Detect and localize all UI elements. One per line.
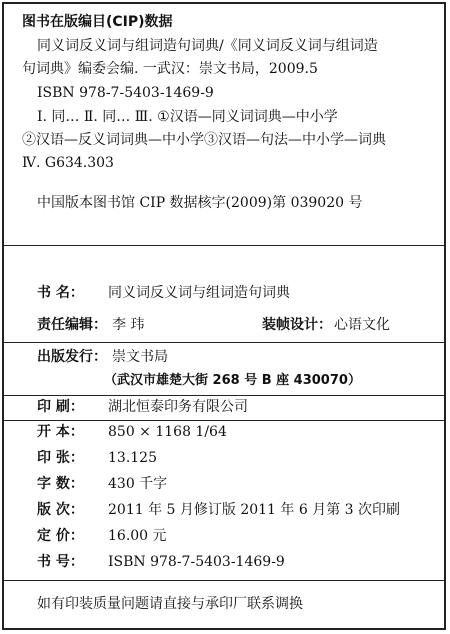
isbn-value: ISBN 978-7-5403-1469-9 (108, 554, 285, 570)
divider-top (2, 245, 446, 246)
publisher-value: 崇文书局 (112, 349, 168, 365)
divider-3 (2, 420, 446, 421)
printer-label: 印 刷： (37, 399, 84, 415)
printer-value: 湖北恒泰印务有限公司 (108, 399, 248, 415)
sheets-value: 13.125 (108, 450, 157, 466)
editor-label: 责任编辑： (37, 317, 107, 333)
quality-notice: 如有印装质量问题请直接与承印厂联系调换 (37, 596, 303, 612)
format-value: 850 × 1168 1/64 (108, 424, 227, 440)
cip-library-line: 中国版本图书馆 CIP 数据核字(2009)第 039020 号 (37, 195, 363, 211)
divider-1 (2, 342, 446, 343)
words-label: 字 数： (37, 476, 84, 492)
cip-line-2: 句词典》编委会编. 一武汉：崇文书局，2009.5 (22, 61, 318, 77)
design-value: 心语文化 (334, 317, 390, 333)
cip-line-3: ISBN 978-7-5403-1469-9 (37, 85, 214, 101)
divider-bottom (2, 580, 446, 581)
price-label: 定 价： (37, 528, 84, 544)
divider-2 (2, 395, 446, 396)
title-label: 书 名： (37, 285, 84, 301)
cip-line-1: 同义词反义词与组词造句词典/《同义词反义词与组词造 (37, 38, 378, 54)
cip-line-6: Ⅳ. G634.303 (22, 155, 114, 171)
isbn-label: 书 号： (37, 554, 84, 570)
cip-heading: 图书在版编目(CIP)数据 (22, 14, 173, 30)
title-value: 同义词反义词与组词造句词典 (108, 285, 290, 301)
publisher-address: （武汉市雄楚大街 268 号 B 座 430070） (104, 373, 361, 388)
edition-value: 2011 年 5 月修订版 2011 年 6 月第 3 次印刷 (108, 502, 401, 518)
words-value: 430 千字 (108, 476, 168, 492)
format-label: 开 本： (37, 424, 84, 440)
price-value: 16.00 元 (108, 528, 167, 544)
editor-value: 李 玮 (112, 317, 145, 333)
design-label: 装帧设计： (262, 317, 332, 333)
cip-line-4: Ⅰ. 同… Ⅱ. 同… Ⅲ. ①汉语—同义词词典—中小学 (37, 109, 338, 125)
sheets-label: 印 张： (37, 450, 84, 466)
edition-label: 版 次： (37, 502, 84, 518)
cip-line-5: ②汉语—反义词词典—中小学③汉语—句法—中小学—词典 (22, 132, 386, 148)
publisher-label: 出版发行： (37, 349, 107, 365)
